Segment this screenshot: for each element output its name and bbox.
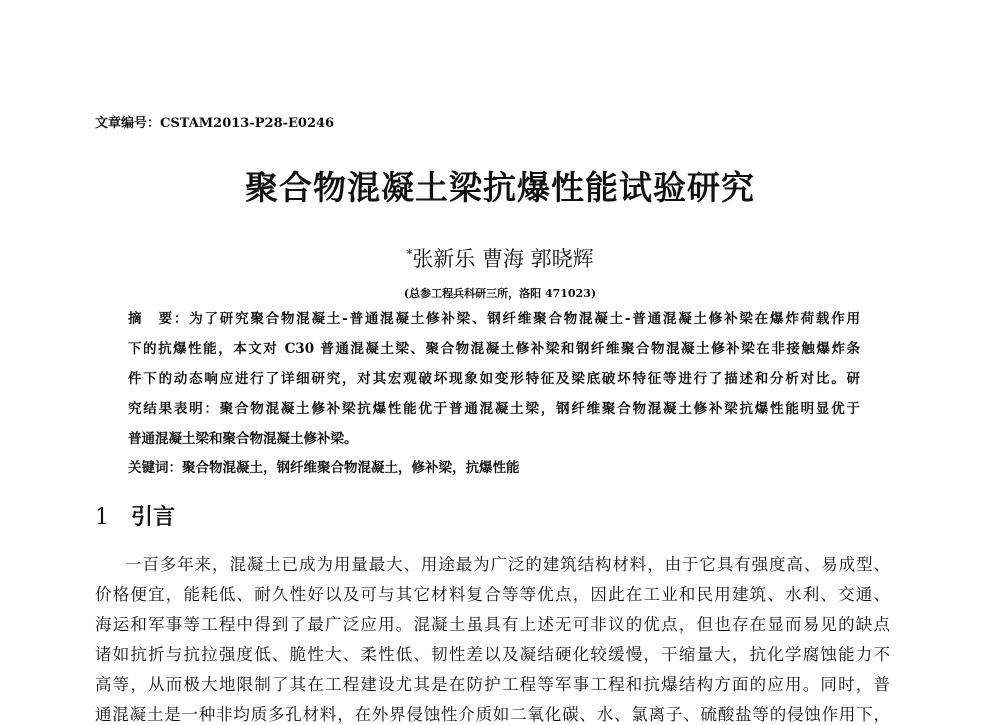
affiliation: (总参工程兵科研三所，洛阳 471023) [403,287,597,300]
body-line: 高等，从而极大地限制了其在工程建设尤其是在防护工程等军事工程和抗爆结构方面的应用。同时，普 [95,675,890,694]
section-number: 1 [95,505,109,530]
authors [0,243,1000,273]
body-line: 一百多年来，混凝土已成为用量最大、用途最为广泛的建筑结构材料，由于它具有强度高、易成型、 [125,555,890,574]
corresponding-mark: * [406,247,413,261]
abstract-line: 件下的动态响应进行了详细研究，对其宏观破坏现象如变形特征及梁底破坏特征等进行了描述和分析对比。研 [128,371,860,387]
body-line: 诸如抗折与抗拉强度低、脆性大、柔性低、韧性差以及凝结硬化较缓慢，干缩量大，抗化学腐蚀能力不 [95,645,890,664]
keywords: 关键词：聚合物混凝土，钢纤维聚合物混凝土，修补梁，抗爆性能 [128,460,520,476]
abstract-line: 究结果表明：聚合物混凝土修补梁抗爆性能优于普通混凝土梁，钢纤维聚合物混凝土修补梁抗爆性能明显优于 [128,401,860,417]
abstract-line: 下的抗爆性能，本文对 C30 普通混凝土梁、聚合物混凝土修补梁和钢纤维聚合物混凝土修补梁在非接触爆炸条 [128,341,860,357]
body-line: 通混凝土是一种非均质多孔材料，在外界侵蚀性介质如二氧化碳、水、氯离子、硫酸盐等的侵蚀作用下， [95,705,890,724]
article-number: 文章编号：CSTAM2013-P28-E0246 [95,116,335,131]
body-line: 海运和军事等工程中得到了最广泛应用。混凝土虽具有上述无可非议的优点，但也存在显而易见的缺点 [95,615,890,634]
body-line: 价格便宜，能耗低、耐久性好以及可与其它材料复合等等优点，因此在工业和民用建筑、水利、交通、 [95,585,890,604]
abstract-line: 摘 要：为了研究聚合物混凝土-普通混凝土修补梁、钢纤维聚合物混凝土-普通混凝土修补梁在爆炸荷载作用 [128,311,860,327]
author-names: 张新乐 曹海 郭晓辉 [412,247,594,271]
section-title: 引言 [131,504,176,530]
paper-title: 聚合物混凝土梁抗爆性能试验研究 [245,168,755,207]
section-heading [95,500,175,531]
abstract-line: 普通混凝土梁和聚合物混凝土修补梁。 [128,431,358,447]
